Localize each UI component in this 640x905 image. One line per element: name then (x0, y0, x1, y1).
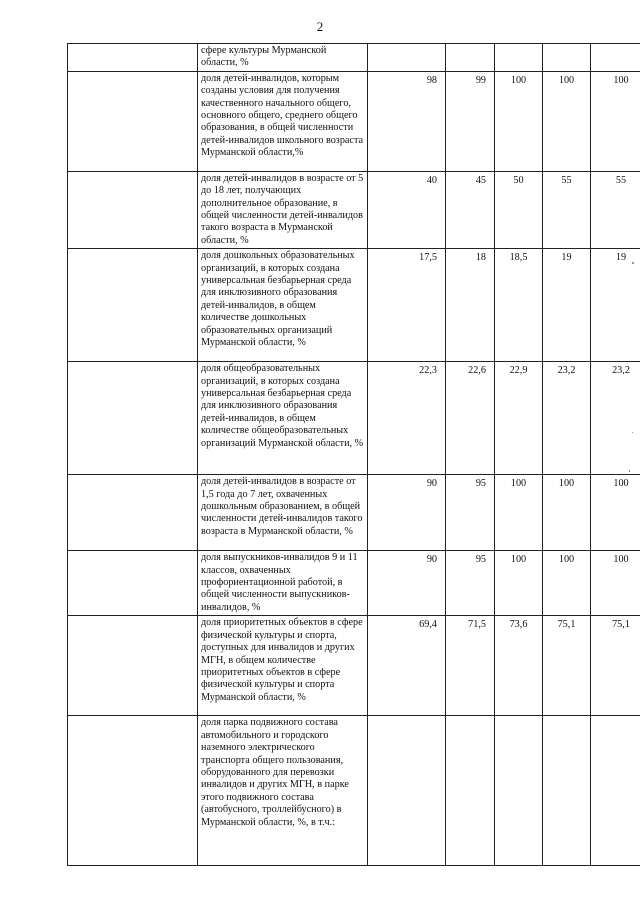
table-row (68, 551, 640, 616)
table-row (68, 716, 640, 866)
value-cell: 100 (543, 71, 591, 171)
scan-speck (632, 262, 634, 264)
scan-speck (632, 432, 633, 433)
value-cell: 18,5 (495, 249, 543, 362)
indicator-description: доля дошкольных образовательных организаций, в которых создана универсальная безбарьерная среда для инклюзивного образования детей-инвалидов, в общем количестве дошкольных образовательных организаций Мурманской области, % (198, 249, 368, 362)
indicator-description: доля парка подвижного состава автомобильного и городского наземного электрического транспорта общего пользования, оборудованного для перевозки инвалидов и других МГН, в парке этого подвижного состава (автобусного, троллейбусного) в Мурманской области, %, в т.ч.: (198, 716, 368, 866)
table-row (68, 475, 640, 551)
indicator-description: доля общеобразовательных организаций, в которых создана универсальная безбарьерная среда для инклюзивного образования детей-инвалидов, в общем количестве общеобразовательных организаций Мурманской области, % (198, 362, 368, 475)
value-cell: 90 (368, 475, 446, 551)
value-cell: 40 (368, 171, 446, 248)
value-cell: 22,6 (446, 362, 495, 475)
indicator-description: доля приоритетных объектов в сфере физической культуры и спорта, доступных для инвалидов и других МГН, в общем количестве приоритетных объектов в сфере физической культуры и спорта Мурманской области, % (198, 616, 368, 716)
indicator-description: доля детей-инвалидов в возрасте от 1,5 года до 7 лет, охваченных дошкольным образованием, в общей численности детей-инвалидов такого возраста в Мурманской области, % (198, 475, 368, 551)
value-cell: 22,3 (368, 362, 446, 475)
table-row (68, 362, 640, 475)
value-cell (543, 716, 591, 866)
value-cell: 73,6 (495, 616, 543, 716)
table-row (68, 249, 640, 362)
value-cell (543, 44, 591, 72)
empty-cell (68, 616, 198, 716)
value-cell: 71,5 (446, 616, 495, 716)
value-cell: 100 (591, 475, 640, 551)
value-cell: 18 (446, 249, 495, 362)
value-cell (591, 716, 640, 866)
value-cell: 75,1 (543, 616, 591, 716)
value-cell: 50 (495, 171, 543, 248)
value-cell: 75,1 (591, 616, 640, 716)
value-cell (446, 44, 495, 72)
value-cell: 100 (591, 71, 640, 171)
value-cell: 19 (591, 249, 640, 362)
value-cell (446, 716, 495, 866)
value-cell: 100 (543, 475, 591, 551)
empty-cell (68, 716, 198, 866)
indicator-description: доля выпускников-инвалидов 9 и 11 классов, охваченных профориентационной работой, в общей численности выпускников-инвалидов, % (198, 551, 368, 616)
scan-speck (629, 470, 630, 472)
value-cell: 100 (495, 71, 543, 171)
value-cell: 17,5 (368, 249, 446, 362)
empty-cell (68, 44, 198, 72)
value-cell (368, 716, 446, 866)
empty-cell (68, 475, 198, 551)
value-cell (495, 44, 543, 72)
table-row (68, 44, 640, 72)
value-cell: 23,2 (591, 362, 640, 475)
empty-cell (68, 551, 198, 616)
value-cell: 99 (446, 71, 495, 171)
value-cell (495, 716, 543, 866)
value-cell: 95 (446, 551, 495, 616)
value-cell: 19 (543, 249, 591, 362)
indicator-description: доля детей-инвалидов в возрасте от 5 до 18 лет, получающих дополнительное образование, в общей численности детей-инвалидов такого возраста в Мурманской области, % (198, 171, 368, 248)
value-cell: 69,4 (368, 616, 446, 716)
indicators-table (67, 43, 640, 866)
empty-cell (68, 71, 198, 171)
value-cell: 100 (543, 551, 591, 616)
value-cell (368, 44, 446, 72)
indicator-description: доля детей-инвалидов, которым созданы условия для получения качественного начального общего, основного общего, среднего общего образования, в общей численности детей-инвалидов школьного возраста Мурманской области,% (198, 71, 368, 171)
value-cell: 55 (591, 171, 640, 248)
value-cell: 55 (543, 171, 591, 248)
value-cell: 98 (368, 71, 446, 171)
empty-cell (68, 249, 198, 362)
value-cell: 95 (446, 475, 495, 551)
empty-cell (68, 171, 198, 248)
value-cell: 90 (368, 551, 446, 616)
empty-cell (68, 362, 198, 475)
table-row (68, 71, 640, 171)
page-number: 2 (316, 19, 324, 34)
value-cell: 100 (495, 475, 543, 551)
value-cell: 23,2 (543, 362, 591, 475)
indicator-description: сфере культуры Мурманской области, % (198, 44, 368, 72)
table-row (68, 171, 640, 248)
value-cell: 45 (446, 171, 495, 248)
value-cell: 22,9 (495, 362, 543, 475)
value-cell: 100 (591, 551, 640, 616)
table-row (68, 616, 640, 716)
value-cell: 100 (495, 551, 543, 616)
value-cell (591, 44, 640, 72)
